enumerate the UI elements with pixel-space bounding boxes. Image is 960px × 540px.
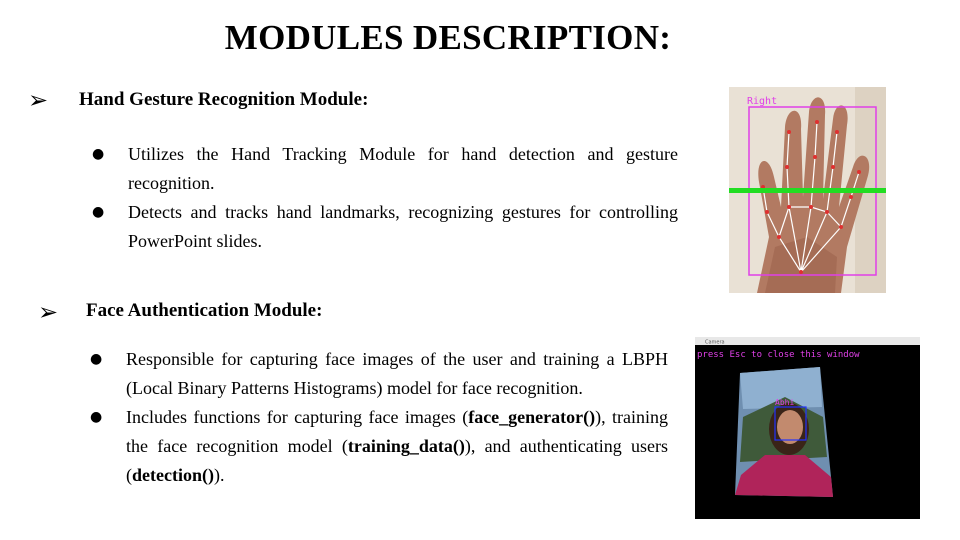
hand-tracking-image <box>729 87 886 293</box>
camera-window-illustration <box>695 337 920 519</box>
hand-landmarks-illustration <box>729 87 886 293</box>
text-span: ), training the face recognition model ( <box>126 407 669 456</box>
list-item: ● Detects and tracks hand landmarks, recognizing gestures for controlling PowerPoint slides. <box>92 198 678 256</box>
hand-label: Right <box>747 96 778 107</box>
text-span: Includes functions for capturing face images ( <box>126 407 469 427</box>
face-module-bullets <box>90 345 668 490</box>
face-module-heading: Face Authentication Module: <box>86 300 323 321</box>
function-name: training_data() <box>347 436 465 456</box>
function-name: face_generator() <box>468 407 596 427</box>
hand-module-heading: Hand Gesture Recognition Module: <box>79 89 369 110</box>
function-name: detection() <box>132 465 214 485</box>
list-item: ● Responsible for capturing face images of the user and training a LBPH (Local Binary Patterns Histograms) model for face recognition. <box>90 345 668 403</box>
arrow-bullet-icon: ➢ <box>28 86 49 114</box>
window-title: Camera <box>705 339 725 346</box>
list-item <box>90 403 668 490</box>
window-instruction-text: press Esc to close this window <box>697 350 860 360</box>
text-span: ), and authenticating users ( <box>126 436 668 485</box>
list-item: ● Utilizes the Hand Tracking Module for hand detection and gesture recognition. <box>92 140 678 198</box>
face-label: Abhi <box>775 398 795 407</box>
text-span: ). <box>213 465 225 485</box>
arrow-bullet-icon: ➢ <box>38 298 59 326</box>
page-title: MODULES DESCRIPTION: <box>224 18 672 57</box>
face-auth-image <box>695 337 920 519</box>
hand-module-bullets <box>92 140 678 256</box>
